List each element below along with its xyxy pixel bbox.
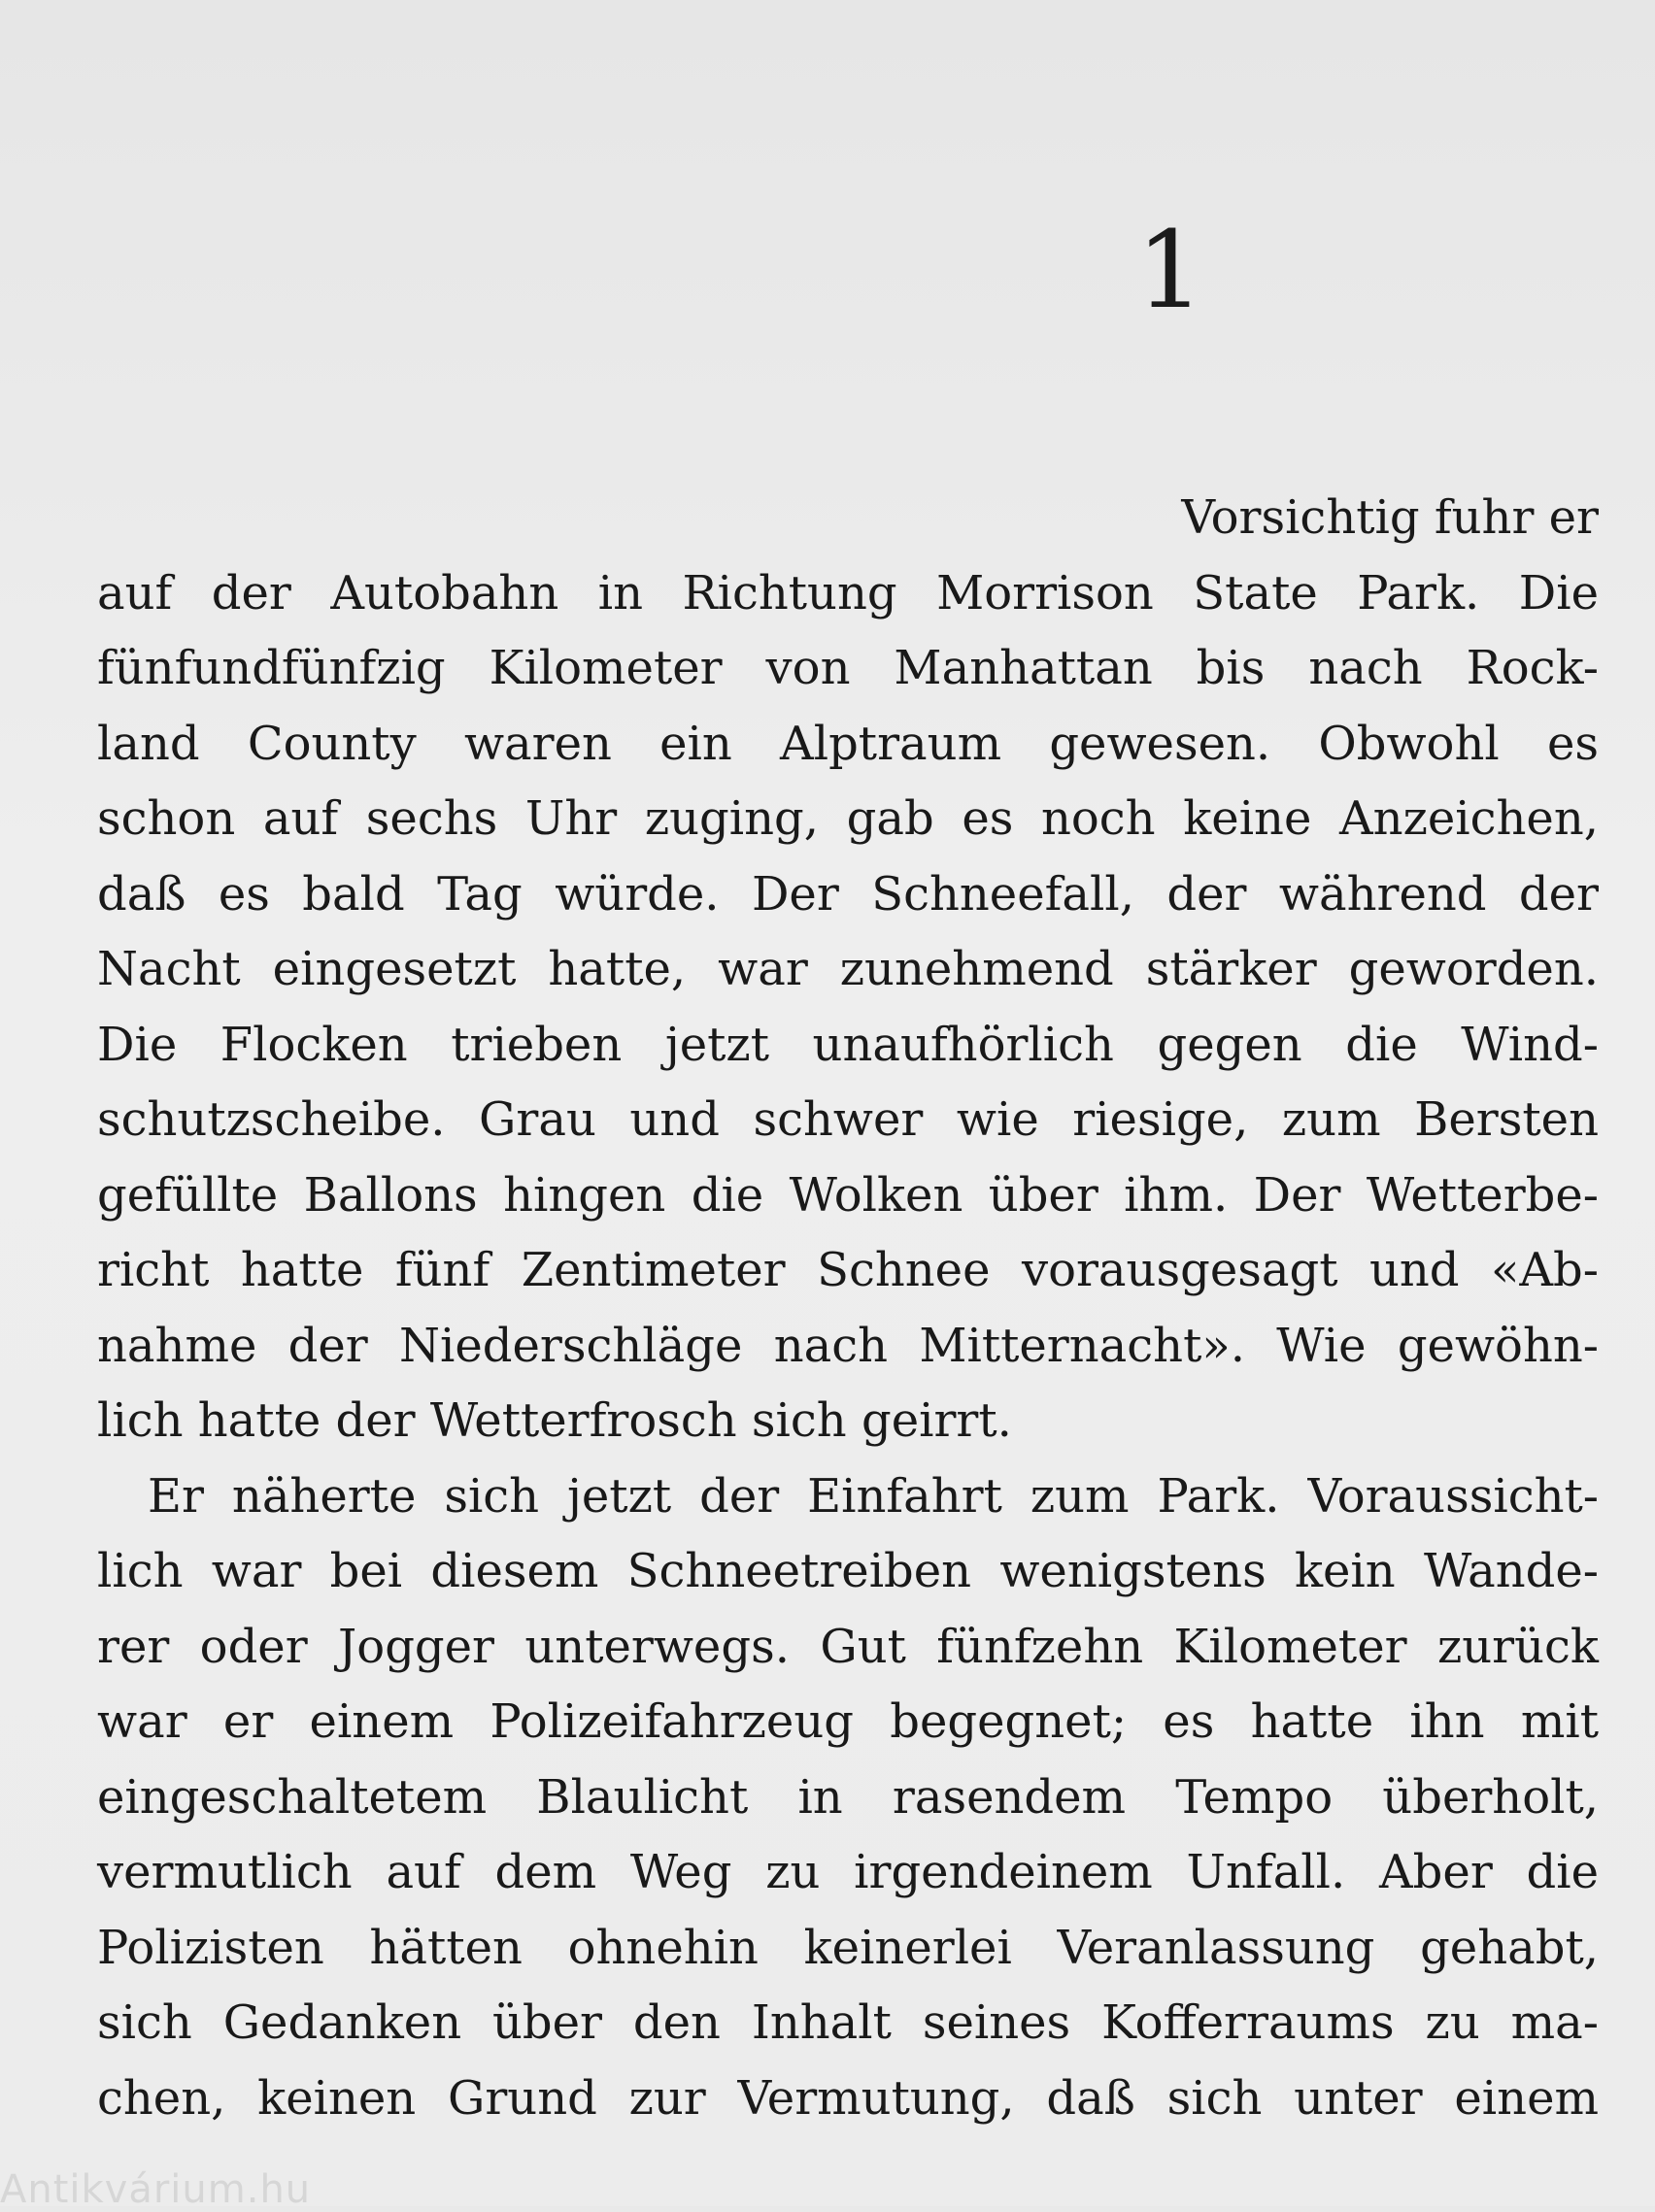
text-line: Die Flocken trieben jetzt unaufhörlich gegen die Wind- xyxy=(97,1017,1599,1072)
text-line: lich war bei diesem Schneetreiben wenigstens kein Wande- xyxy=(97,1544,1599,1598)
text-line: war er einem Polizeifahrzeug begegnet; es hatte ihn mit xyxy=(97,1694,1599,1749)
text-line: eingeschaltetem Blaulicht in rasendem Tempo überholt, xyxy=(97,1769,1599,1825)
bleed-through-text xyxy=(117,0,1632,544)
text-line: gefüllte Ballons hingen die Wolken über ihm. Der Wetterbe- xyxy=(97,1167,1599,1223)
text-line: schon auf sechs Uhr zuging, gab es noch keine Anzeichen, xyxy=(97,791,1599,846)
body-text xyxy=(97,481,1599,2136)
text-line: Vorsichtig fuhr er xyxy=(1181,490,1599,545)
watermark: Antikvárium.hu xyxy=(0,2167,312,2212)
text-line: schutzscheibe. Grau und schwer wie riesige, zum Bersten xyxy=(97,1092,1599,1147)
text-line: land County waren ein Alptraum gewesen. Obwohl es xyxy=(97,716,1599,771)
text-line: nahme der Niederschläge nach Mitternacht». Wie gewöhn- xyxy=(97,1318,1599,1373)
text-line: Nacht eingesetzt hatte, war zunehmend stärker geworden. xyxy=(97,942,1599,996)
text-line: chen, keinen Grund zur Vermutung, daß sich unter einem xyxy=(97,2070,1599,2126)
text-line: Er näherte sich jetzt der Einfahrt zum Park. Voraussicht- xyxy=(148,1468,1599,1524)
text-line: auf der Autobahn in Richtung Morrison State Park. Die xyxy=(97,565,1599,620)
text-line: vermutlich auf dem Weg zu irgendeinem Unfall. Aber die xyxy=(97,1845,1599,1899)
text-line: daß es bald Tag würde. Der Schneefall, der während der xyxy=(97,866,1599,922)
text-line: richt hatte fünf Zentimeter Schnee vorausgesagt und «Ab- xyxy=(97,1243,1599,1297)
text-line: sich Gedanken über den Inhalt seines Kofferraums zu ma- xyxy=(97,1995,1599,2050)
text-line: Polizisten hätten ohnehin keinerlei Veranlassung gehabt, xyxy=(97,1920,1599,1975)
text-line: lich hatte der Wetterfrosch sich geirrt. xyxy=(97,1393,1012,1448)
text-line: fünfundfünfzig Kilometer von Manhattan bis nach Rock- xyxy=(97,641,1599,695)
text-line: rer oder Jogger unterwegs. Gut fünfzehn Kilometer zurück xyxy=(97,1619,1599,1674)
chapter-number: 1 xyxy=(1136,208,1204,332)
